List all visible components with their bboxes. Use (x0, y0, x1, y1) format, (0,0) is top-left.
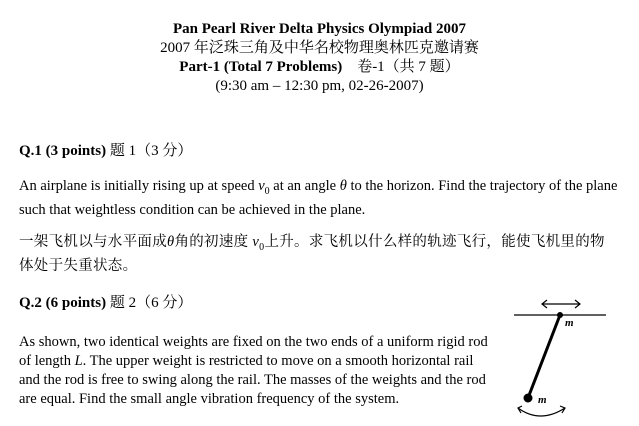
theta-symbol-cn: θ (167, 234, 175, 250)
q2-heading-cn: 题 2（6 分） (109, 295, 193, 311)
v0-subscript-cn: 0 (259, 241, 265, 253)
upper-weight (557, 312, 563, 318)
q1-text-en-part1: An airplane is initially rising up at speed (19, 178, 259, 194)
q1-text-cn-part2: 角的初速度 (174, 234, 253, 250)
rigid-rod (528, 315, 560, 398)
q1-heading-en: Q.1 (3 points) (19, 143, 107, 159)
v0-symbol-cn: v (252, 234, 260, 250)
q1-text-cn-part1: 一架飞机以与水平面成 (19, 234, 167, 250)
q1-text-cn (19, 233, 619, 276)
paper-title-cn: 2007 年泛珠三角及中华名校物理奥林匹克邀请赛 (160, 40, 479, 56)
q2-text-en (19, 333, 489, 409)
paper-title: Pan Pearl River Delta Physics Olympiad 2007 (172, 21, 467, 37)
q2-text-en-part1: As shown, two identical weights are fixed on the two ends of a uniform rigid rod of length (19, 334, 488, 369)
swing-arc (518, 408, 565, 416)
theta-symbol: θ (339, 178, 347, 194)
q1-text-en (19, 177, 619, 220)
part-label: Part-1 (Total 7 Problems) (179, 59, 343, 75)
lower-weight (524, 394, 533, 403)
part-line (0, 58, 639, 77)
q1-heading-cn: 题 1（3 分） (109, 143, 193, 159)
q2-text-en-part2: . The upper weight is restricted to move on a smooth horizontal rail and the rod is free to swing along the rail. The masses of the weights and the rod are equal. Find the small angle vibration frequency of the system. (19, 353, 486, 407)
lower-mass-label: m (538, 394, 547, 406)
q2-heading (19, 294, 192, 313)
q1-text-cn-part3: 上升。求飞机以什么样的轨迹飞行，能使飞机里的物体处于失重状态。 (19, 234, 605, 274)
length-symbol: L (74, 353, 83, 369)
upper-mass-label: m (565, 317, 574, 329)
v0-symbol: v (258, 178, 265, 194)
q1-text-en-part3: to the horizon. Find the trajectory of the plane such that weightless condition can be achieved in the plane. (19, 178, 618, 218)
part-label-cn: 卷-1（共 7 题） (357, 59, 460, 75)
q1-heading (19, 142, 192, 161)
v0-subscript: 0 (264, 185, 270, 197)
exam-time: (9:30 am – 12:30 pm, 02-26-2007) (215, 78, 424, 94)
q1-text-en-part2: at an angle (269, 178, 340, 194)
paper-header (0, 20, 639, 96)
q2-heading-en: Q.2 (6 points) (19, 295, 107, 311)
